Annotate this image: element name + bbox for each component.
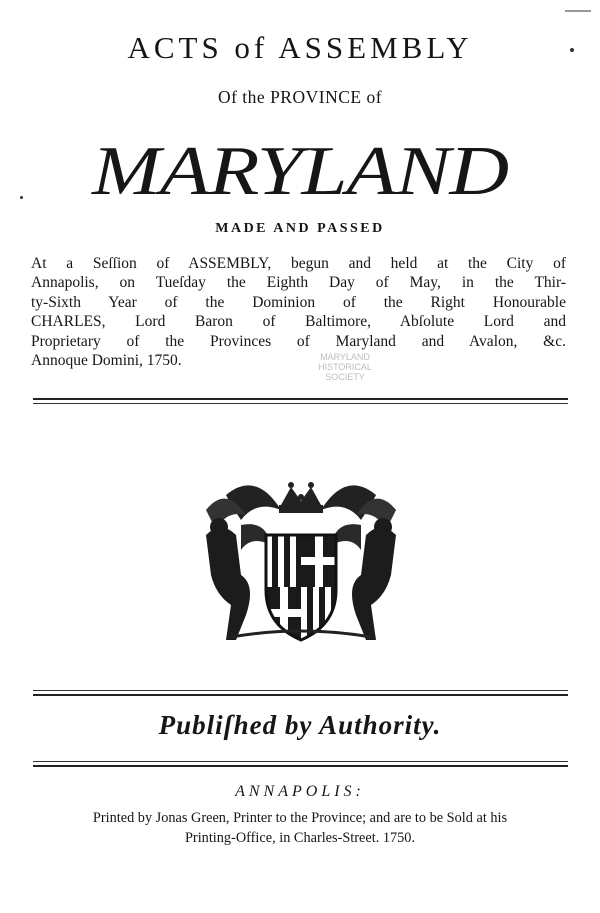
library-stamp bbox=[300, 352, 390, 382]
rule-divider bbox=[33, 761, 568, 762]
stamp-line: SOCIETY bbox=[325, 372, 365, 382]
stamp-line: MARYLAND bbox=[320, 352, 370, 362]
imprint-office-line: Printing-Office, in Charles-Street. 1750. bbox=[184, 830, 416, 846]
imprint-city: ANNAPOLIS: bbox=[235, 783, 365, 800]
rule-divider bbox=[33, 403, 568, 404]
paper-mark bbox=[565, 10, 591, 12]
session-line: ty-Sixth Year of the Dominion of the Right Honourable bbox=[31, 293, 566, 311]
session-line: Annoque Domini, 1750. bbox=[31, 352, 182, 370]
imprint-printer-line: Printed by Jonas Green, Printer to the Province; and are to be Sold at his bbox=[92, 810, 508, 826]
published-by-authority: Publiſhed by Authority. bbox=[158, 710, 442, 740]
session-line: CHARLES, Lord Baron of Baltimore, Abſolute Lord and bbox=[31, 313, 566, 331]
title-maryland: MARYLAND bbox=[92, 133, 508, 210]
session-line: Proprietary of the Provinces of Maryland and Avalon, &c. bbox=[31, 332, 566, 350]
stamp-line: HISTORICAL bbox=[318, 362, 372, 372]
session-line: Annapolis, on Tueſday the Eighth Day of May, in the Thir- bbox=[31, 274, 566, 292]
session-paragraph bbox=[31, 254, 566, 370]
rule-divider bbox=[33, 765, 568, 767]
rule-divider bbox=[33, 694, 568, 696]
rule-divider bbox=[33, 690, 568, 691]
rule-divider bbox=[33, 398, 568, 400]
maryland-coat-of-arms-icon bbox=[186, 465, 416, 645]
title-of-the-province: Of the PROVINCE of bbox=[217, 87, 383, 107]
session-line: At a Seſſion of ASSEMBLY, begun and held at the City of bbox=[31, 255, 566, 272]
title-made-and-passed: MADE AND PASSED bbox=[215, 221, 385, 236]
title-acts-of-assembly: ACTS of ASSEMBLY bbox=[127, 30, 473, 65]
